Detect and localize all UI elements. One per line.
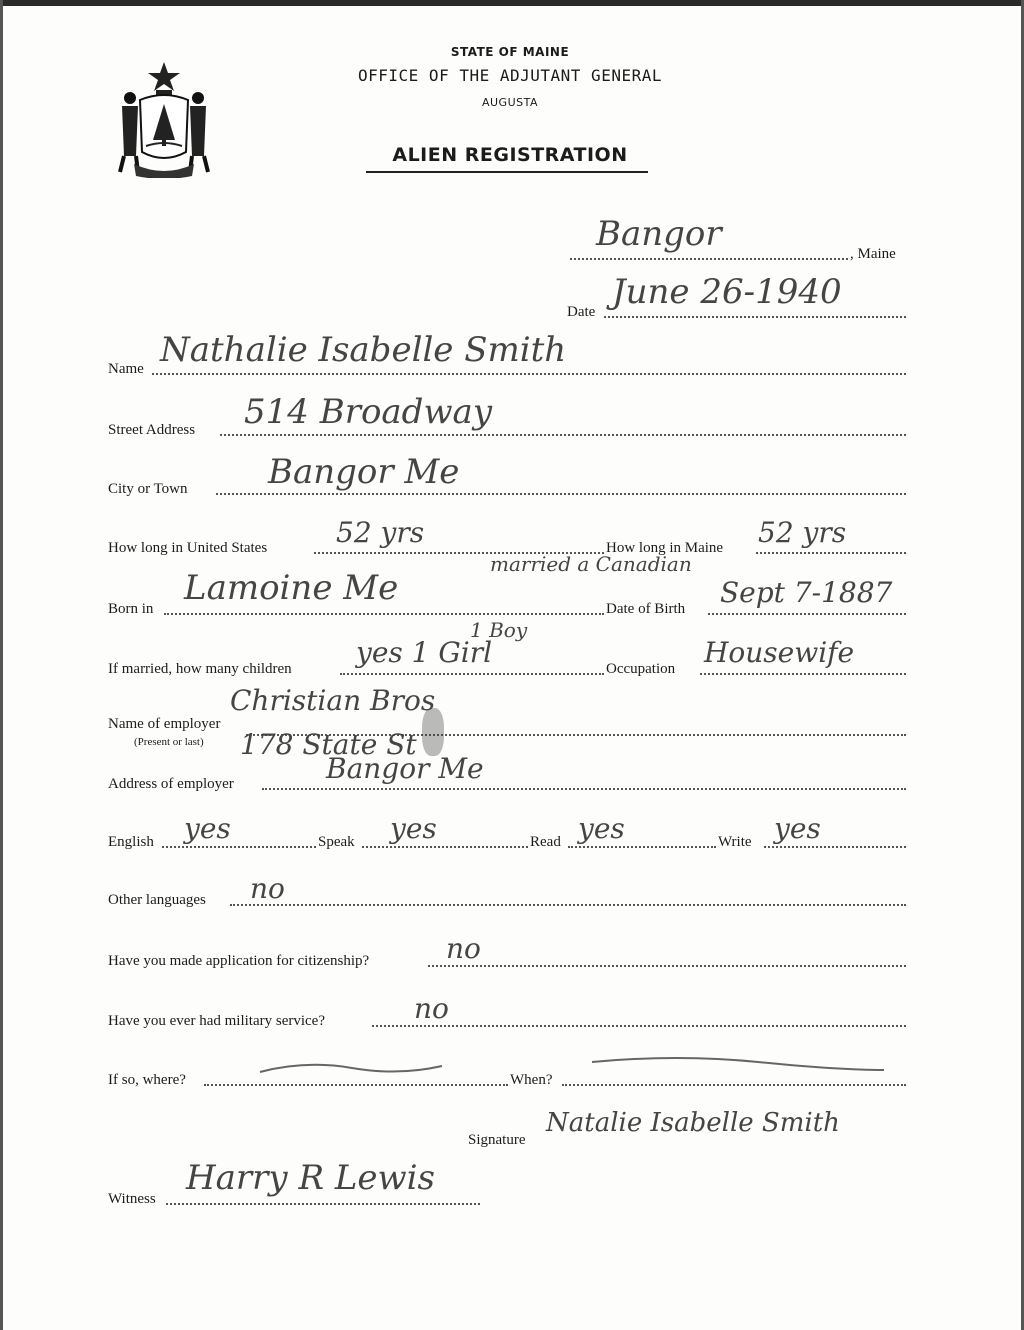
date-of-birth-line — [708, 613, 906, 615]
date-label: Date — [567, 304, 596, 320]
how-long-us-label: How long in United States — [108, 540, 268, 556]
date-value: June 26-1940 — [612, 272, 842, 312]
maine-state-seal-icon — [106, 60, 222, 178]
when-line — [562, 1084, 906, 1086]
ink-smudge — [422, 708, 444, 756]
scan-border-left — [0, 0, 3, 1330]
military-label: Have you ever had military service? — [108, 1013, 325, 1029]
how-long-us-value: 52 yrs — [336, 516, 425, 549]
read-label: Read — [530, 834, 561, 850]
how-long-maine-line — [756, 552, 906, 554]
born-in-value: Lamoine Me — [184, 568, 399, 608]
title-underline — [366, 171, 648, 173]
military-value: no — [414, 992, 449, 1025]
children-boy-value: 1 Boy — [470, 618, 528, 642]
english-value: yes — [184, 812, 231, 845]
speak-line — [362, 846, 528, 848]
write-label: Write — [718, 834, 752, 850]
header-state: STATE OF MAINE — [450, 45, 570, 59]
signature-value: Natalie Isabelle Smith — [546, 1108, 840, 1138]
street-line — [220, 434, 906, 436]
employer-street-value: 178 State St — [240, 728, 417, 761]
city-value: Bangor Me — [268, 452, 460, 492]
married-note: married a Canadian — [490, 552, 692, 576]
when-label: When? — [510, 1072, 553, 1088]
header-city: AUGUSTA — [481, 96, 539, 109]
town-line — [570, 258, 848, 260]
employer-address-label: Address of employer — [108, 776, 234, 792]
header-office: OFFICE OF THE ADJUTANT GENERAL — [358, 66, 662, 85]
read-value: yes — [578, 812, 625, 845]
how-long-maine-label: How long in Maine — [606, 540, 724, 556]
employer-address-value: Bangor Me — [326, 752, 484, 785]
write-value: yes — [774, 812, 821, 845]
other-languages-value: no — [250, 872, 285, 905]
other-languages-label: Other languages — [108, 892, 206, 908]
occupation-value: Housewife — [704, 636, 855, 669]
occupation-label: Occupation — [606, 661, 676, 677]
city-line — [216, 493, 906, 495]
city-label: City or Town — [108, 481, 188, 497]
read-line — [568, 846, 716, 848]
maine-label: , Maine — [850, 246, 896, 262]
speak-value: yes — [390, 812, 437, 845]
english-line — [162, 846, 316, 848]
town-value: Bangor — [596, 214, 722, 254]
street-label: Street Address — [108, 422, 196, 438]
date-line — [604, 316, 906, 318]
date-of-birth-value: Sept 7-1887 — [720, 576, 893, 609]
how-long-maine-value: 52 yrs — [758, 516, 847, 549]
children-label: If married, how many children — [108, 661, 292, 677]
employer-note-label: (Present or last) — [134, 736, 204, 748]
name-line — [152, 373, 906, 375]
write-line — [764, 846, 906, 848]
english-label: English — [108, 834, 154, 850]
street-value: 514 Broadway — [244, 392, 493, 432]
date-of-birth-label: Date of Birth — [606, 601, 686, 617]
name-label: Name — [108, 361, 144, 377]
born-in-line — [164, 613, 604, 615]
other-languages-line — [230, 904, 906, 906]
born-in-label: Born in — [108, 601, 154, 617]
employer-address-line — [262, 788, 906, 790]
children-value: yes 1 Girl — [356, 636, 493, 669]
employer-name-value: Christian Bros — [230, 684, 436, 717]
witness-line — [166, 1203, 480, 1205]
occupation-line — [700, 673, 906, 675]
citizenship-value: no — [446, 932, 481, 965]
where-dash-mark — [256, 1056, 446, 1080]
witness-value: Harry R Lewis — [186, 1158, 435, 1198]
name-value: Nathalie Isabelle Smith — [160, 330, 567, 370]
witness-label: Witness — [108, 1191, 156, 1207]
where-line — [204, 1084, 508, 1086]
military-line — [372, 1025, 906, 1027]
citizenship-line — [428, 965, 906, 967]
employer-name-label: Name of employer — [108, 716, 221, 732]
scan-border-top — [0, 0, 1024, 6]
citizenship-label: Have you made application for citizenship? — [108, 953, 370, 969]
form-title: ALIEN REGISTRATION — [392, 144, 628, 166]
children-line — [340, 673, 604, 675]
when-dash-mark — [588, 1048, 888, 1078]
signature-label: Signature — [468, 1132, 526, 1148]
where-label: If so, where? — [108, 1072, 186, 1088]
speak-label: Speak — [318, 834, 355, 850]
